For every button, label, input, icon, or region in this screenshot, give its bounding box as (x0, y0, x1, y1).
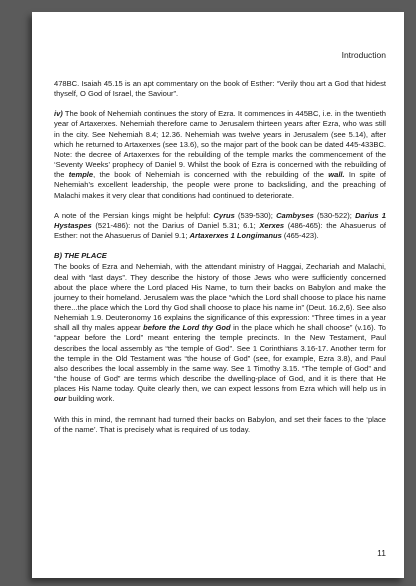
section-heading-the-place: B) THE PLACE (54, 251, 107, 261)
king-cambyses: Cambyses (276, 210, 314, 220)
emphasis-our: our (54, 394, 67, 404)
king-cyrus: Cyrus (213, 210, 235, 220)
king-artaxerxes: Artaxerxes 1 Longimanus (189, 231, 282, 241)
book-page (32, 12, 404, 578)
paragraph-nehemiah: iv) The book of Nehemiah continues the story of Ezra. It commences in 445BC, i.e. in the twentieth year of Artaxerxes. Nehemiah therefore came to Jerusalem thirteen years after Ezra, who was still in the city. See Nehemiah 8.4; 12.36. Nehemiah was twelve years in Jerusalem (see 5.14), after which he returned to Artaxerxes (see 13.6), so the major part of the book can be dated 445-433BC. Note: the decree of Artaxerxes for the rebuilding of the temple marks the commencement of the ‘Seventy Weeks’ prophecy of Daniel 9. Whilst the book of Ezra is concerned with the rebuilding of the temple, the book of Nehemiah is concerned with the rebuilding of the wall. In spite of Nehemiah’s excellent leadership, the people were prone to backsliding, and the preaching of Malachi makes it very clear that conditions had continued to deteriorate. (54, 109, 386, 200)
section-label-iv: iv) (54, 109, 63, 119)
paragraph-conclusion: With this in mind, the remnant had turned their backs on Babylon, and set their faces to the ‘place of the name’. That is precisely what is required of us today. (54, 414, 386, 434)
king-darius: Darius 1 Hystaspes (54, 210, 386, 230)
page-number: 11 (377, 548, 386, 558)
emphasis-wall: wall. (328, 170, 345, 180)
running-header: Introduction (341, 50, 386, 60)
king-xerxes: Xerxes (259, 220, 285, 230)
emphasis-temple: temple (68, 170, 94, 180)
emphasis-before-the-lord: before the Lord thy God (143, 323, 231, 333)
paragraph-esther-commentary: 478BC. Isaiah 45.15 is an apt commentary on the book of Esther: “Verily thou art a God that hidest thyself, O God of Israel, the Saviour”. (54, 79, 386, 99)
page-body (54, 79, 386, 445)
paragraph-persian-kings: A note of the Persian kings might be helpful: Cyrus (539-530); Cambyses (530-522); Darius 1 Hystaspes (521-486): not the Darius of Daniel 5.31; 6.1; Xerxes (486-465): the Ahasuerus of Esther: not the Ahasuerus of Daniel 9.1; Artaxerxes 1 Longimanus (465-423). (54, 210, 387, 241)
paragraph-the-place: The books of Ezra and Nehemiah, with the attendant ministry of Haggai, Zechariah and Malachi, deal with “last days”. They describe the history of those Jews who were sufficiently concerned about the place where the Lord placed His Name, to turn their backs on Babylon and make the journey to their homeland. Jerusalem was the place “which the Lord shall choose to place his name there...the place which the Lord thy God shall choose to place his name in” (Deut. 16.2,6). See also Nehemiah 1.9. Deuteronomy 16 explains the significance of this expression: “Three times in a year shall all thy males appear before the Lord thy God in the place which he shall choose” (v.16). To “appear before the Lord” meant entering the temple precincts. In the New Testament, Paul describes the local assembly as “the temple of God”. See 1 Corinthians 3.16-17. Another term for the temple in the Old Testament was “the house of God” (see, for example, Ezra 3.8), and Paul also describes the local assembly in the same way. See 1 Timothy 3.15. “The temple of God” and “the house of God” are terms which describe the dwelling-place of God, and it is there that He places His Name today. Quite clearly then, we can expect lessons from Ezra which will help us in our building work. (54, 262, 386, 404)
